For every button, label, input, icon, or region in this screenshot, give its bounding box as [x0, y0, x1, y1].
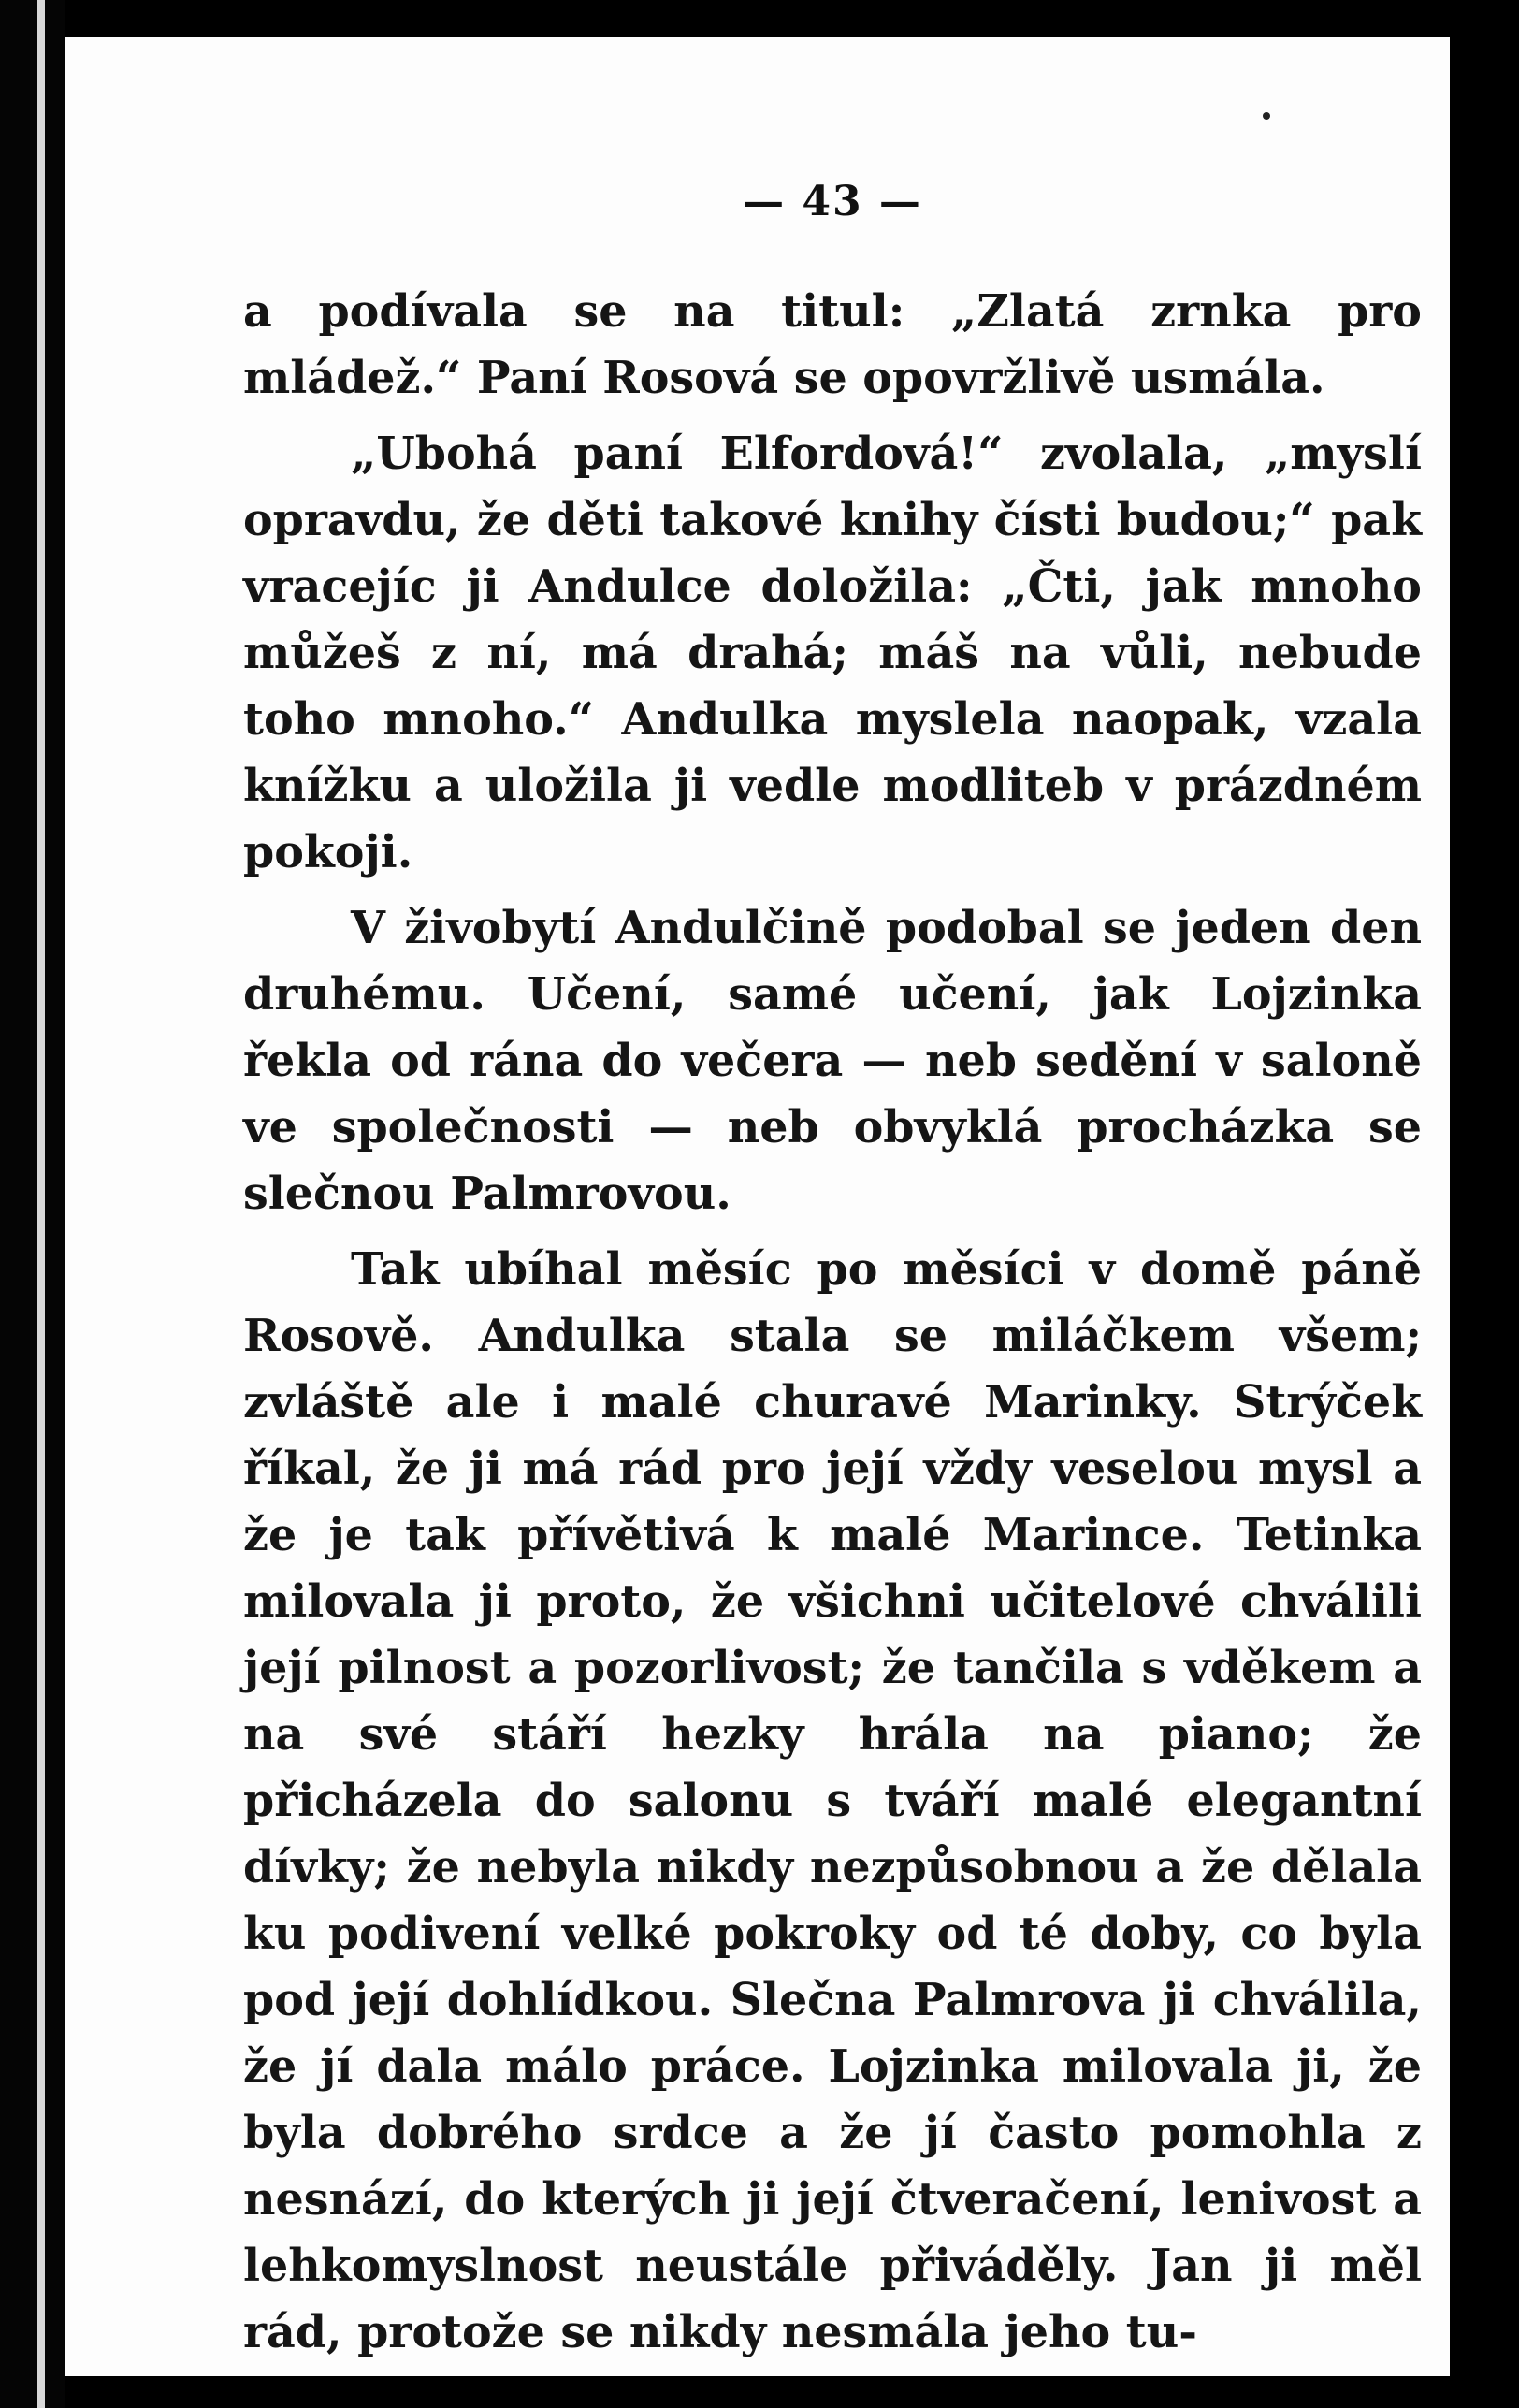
paragraph: „Ubohá paní Elfordová!“ zvolala, „myslí opravdu, že děti takové knihy čísti budou;“ pak vracejíc ji Andulce doložila: „Čti, jak mnoho můžeš z ní, má drahá; máš na vůli, nebude toho mnoho.“ Andulka myslela naopak, vzala knížku a uložila ji vedle modliteb v prázdném pokoji.	[243, 428, 1422, 878]
binding-line	[37, 0, 45, 2408]
paragraph: a podívala se na titul: „Zlatá zrnka pro mládež.“ Paní Rosová se opovržlivě usmála.	[243, 285, 1422, 404]
page-number: — 43 —	[743, 178, 922, 225]
scan-speck	[1263, 112, 1270, 120]
book-page	[65, 37, 1450, 2376]
page-body	[243, 279, 1422, 2366]
paragraph: V živobytí Andulčině podobal se jeden den druhému. Učení, samé učení, jak Lojzinka řekla od rána do večera — neb sedění v saloně ve společnosti — neb obvyklá procházka se slečnou Palmrovou.	[243, 902, 1422, 1220]
paragraph: Tak ubíhal měsíc po měsíci v domě páně Rosově. Andulka stala se miláčkem všem; zvláště ale i malé churavé Marinky. Strýček říkal, že ji má rád pro její vždy veselou mysl a že je tak přívětivá k malé Marince. Tetinka milovala ji proto, že všichni učitelové chválili její pilnost a pozorlivost; že tančila s vděkem a na své stáří hezky hrála na piano; že přicházela do salonu s tváří malé elegantní dívky; že nebyla nikdy nezpůsobnou a že dělala ku podivení velké pokroky od té doby, co byla pod její dohlídkou. Slečna Palmrova ji chválila, že jí dala málo práce. Lojzinka milovala ji, že byla dobrého srdce a že jí často pomohla z nesnází, do kterých ji její čtveračení, lenivost a lehkomyslnost neustále přiváděly. Jan ji měl rád, protože se nikdy nesmála jeho tu-	[243, 1243, 1422, 2358]
scan-edge	[0, 0, 65, 2408]
